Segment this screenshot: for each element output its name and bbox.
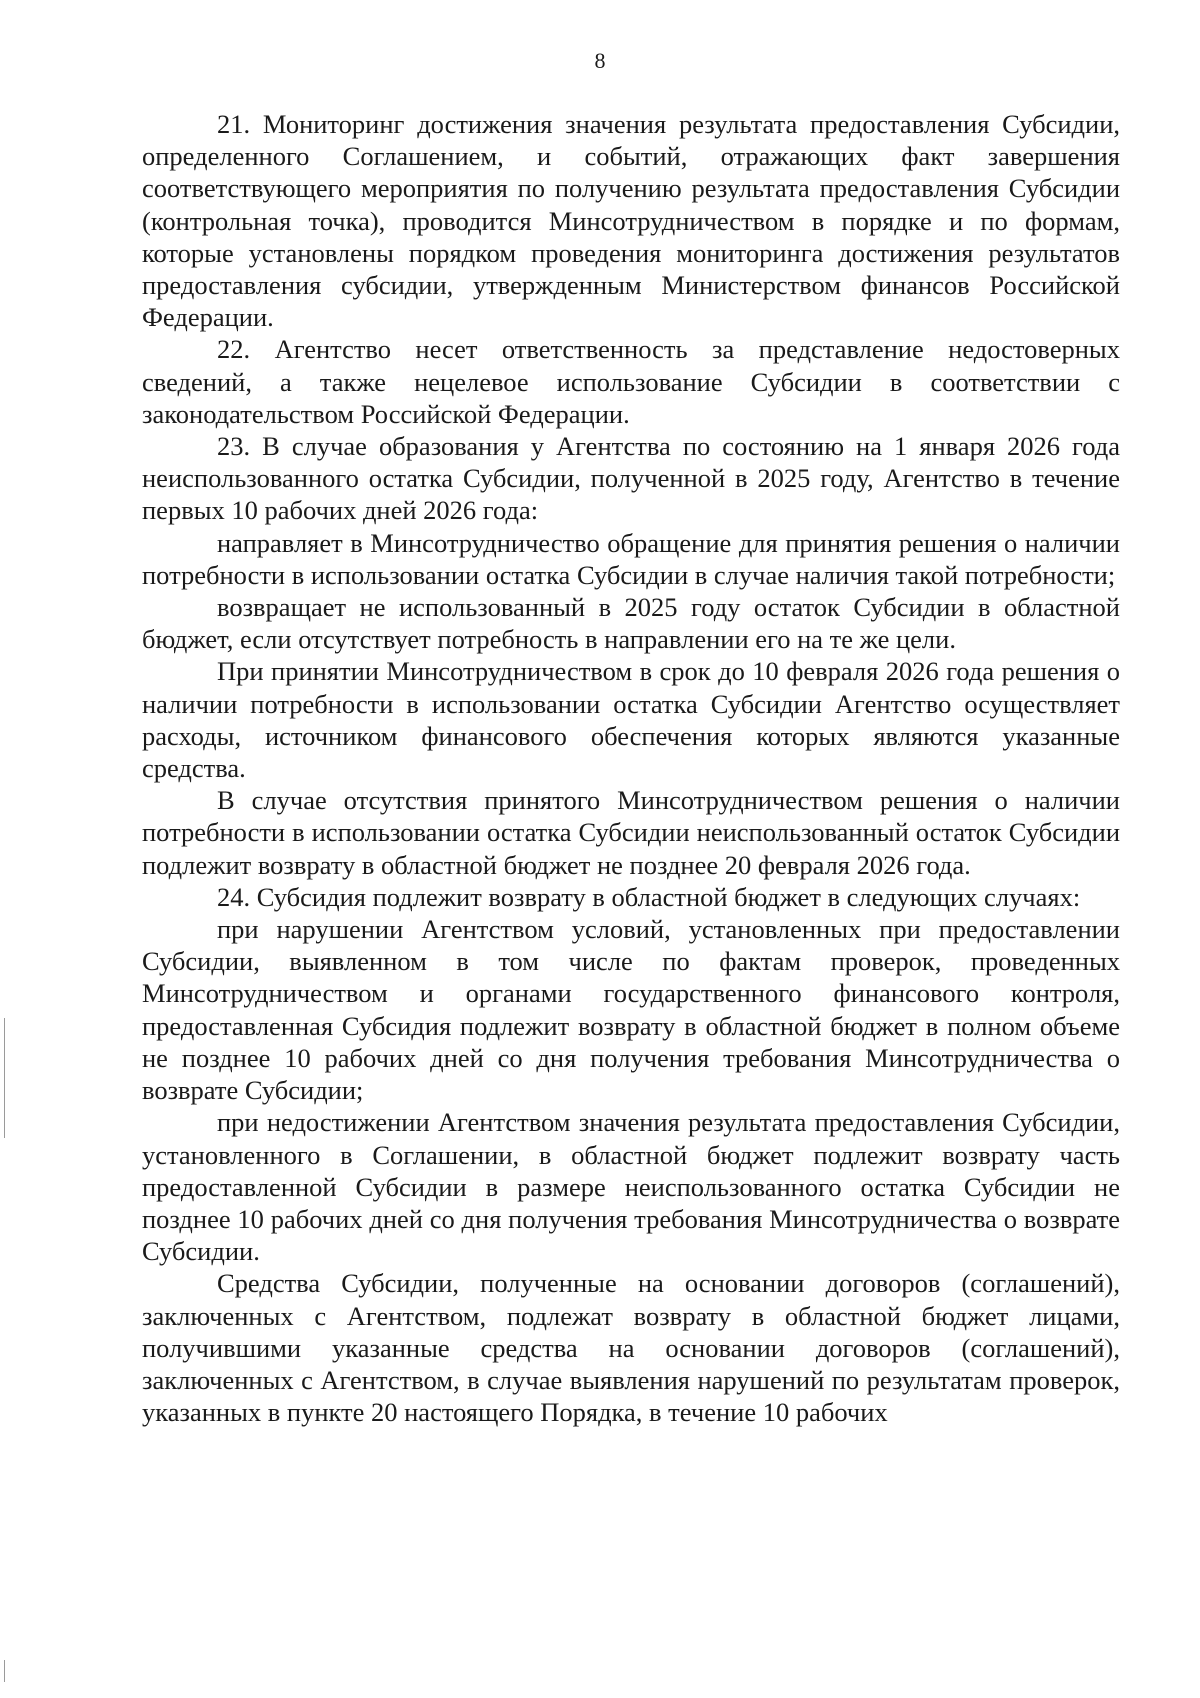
paragraph-decision-absent: В случае отсутствия принятого Минсотрудничеством решения о наличии потребности в использовании остатка Субсидии неиспользованный остаток Субсидии подлежит возврату в областной бюджет не позднее 20 февраля 2026 года.	[142, 785, 1120, 880]
paragraph-24-return-cases: 24. Субсидия подлежит возврату в областной бюджет в следующих случаях:	[217, 881, 1081, 912]
document-body	[142, 108, 1120, 1428]
paragraph-23-return: возвращает не использованный в 2025 году остаток Субсидии в областной бюджет, если отсутствует потребность в направлении его на те же цели.	[142, 592, 1120, 655]
paragraph-22-responsibility: 22. Агентство несет ответственность за представление недостоверных сведений, а также нецелевое использование Субсидии в соответствии с законодательством Российской Федерации.	[142, 334, 1120, 429]
page-number: 8	[594, 48, 606, 73]
scan-edge-mark	[4, 1018, 5, 1138]
paragraph-21-monitoring: 21. Мониторинг достижения значения результата предоставления Субсидии, определенного Соглашением, и событий, отражающих факт завершения соответствующего мероприятия по получению результата предоставления Субсидии (контрольная точка), проводится Минсотрудничеством в порядке и по формам, которые установлены порядком проведения мониторинга достижения результатов предоставления субсидии, утвержденным Министерством финансов Российской Федерации.	[142, 109, 1120, 333]
paragraph-23-remaining-balance: 23. В случае образования у Агентства по состоянию на 1 января 2026 года неиспользованного остатка Субсидии, полученной в 2025 году, Агентство в течение первых 10 рабочих дней 2026 года:	[142, 431, 1120, 526]
paragraph-23-request: направляет в Минсотрудничество обращение для принятия решения о наличии потребности в использовании остатка Субсидии в случае наличия такой потребности;	[142, 527, 1120, 590]
paragraph-24-violation: при нарушении Агентством условий, установленных при предоставлении Субсидии, выявленном в том числе по фактам проверок, проведенных Минсотрудничеством и органами государственного финансового контроля, предоставленная Субсидия подлежит возврату в областной бюджет в полном объеме не позднее 10 рабочих дней со дня получения требования Минсотрудничества о возврате Субсидии;	[142, 914, 1120, 1106]
paragraph-24-non-achievement: при недостижении Агентством значения результата предоставления Субсидии, установленного в Соглашении, в областной бюджет подлежит возврату часть предоставленной Субсидии в размере неиспользованного остатка Субсидии не позднее 10 рабочих дней со дня получения требования Минсотрудничества о возврате Субсидии.	[142, 1107, 1120, 1267]
paragraph-decision-accepted: При принятии Минсотрудничеством в срок до 10 февраля 2026 года решения о наличии потребности в использовании остатка Субсидии Агентство осуществляет расходы, источником финансового обеспечения которых являются указанные средства.	[142, 656, 1120, 784]
paragraph-contract-funds: Средства Субсидии, полученные на основании договоров (соглашений), заключенных с Агентством, подлежат возврату в областной бюджет лицами, получившими указанные средства на основании договоров (соглашений), заключенных с Агентством, в случае выявления нарушений по результатам проверок, указанных в пункте 20 настоящего Порядка, в течение 10 рабочих	[142, 1268, 1120, 1428]
scan-edge-mark	[4, 1660, 5, 1682]
